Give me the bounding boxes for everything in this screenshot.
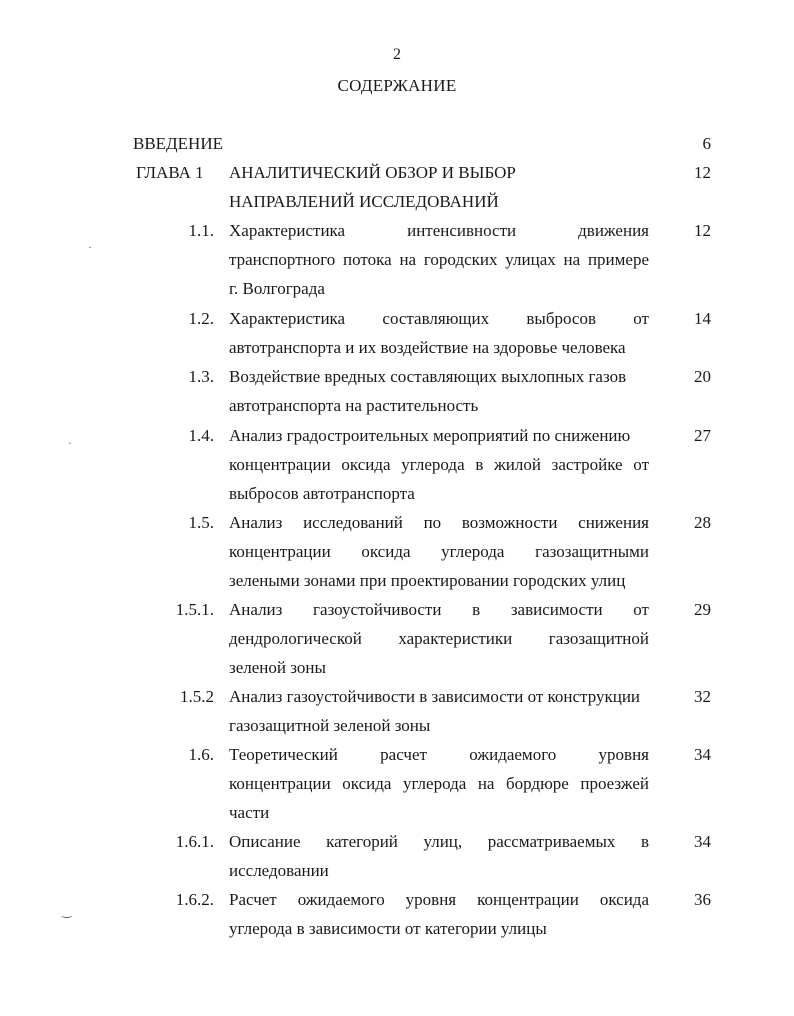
toc-entry-number: 1.2. [188, 309, 214, 328]
toc-entry-page: 29 [694, 600, 711, 619]
toc-entry-line[interactable]: концентрации оксида углерода на бордюре проезжей [229, 774, 649, 793]
toc-chapter-title[interactable]: НАПРАВЛЕНИЙ ИССЛЕДОВАНИЙ [229, 192, 499, 211]
toc-chapter-number: ГЛАВА 1 [136, 163, 204, 182]
toc-entry-line[interactable]: Воздействие вредных составляющих выхлопных газов [229, 367, 627, 386]
toc-entry-number: 1.6.1. [175, 832, 214, 851]
toc-entry-line[interactable]: зелеными зонами при проектировании городских улиц [229, 571, 626, 590]
toc-entry-line[interactable]: Описание категорий улиц, рассматриваемых в [229, 832, 649, 851]
toc-entry-line[interactable]: Теоретический расчет ожидаемого уровня [229, 745, 649, 764]
toc-entry-line[interactable]: дендрологической характеристики газозащитной [229, 629, 649, 648]
scan-mark: ‿ [62, 904, 72, 918]
toc-entry-number: 1.5.1. [175, 600, 214, 619]
toc-entry-number: 1.6.2. [175, 890, 214, 909]
toc-entry-page: 34 [694, 832, 711, 851]
toc-entry-page: 12 [694, 221, 711, 240]
toc-entry-line[interactable]: газозащитной зеленой зоны [229, 716, 431, 735]
toc-intro-label[interactable]: ВВЕДЕНИЕ [133, 134, 223, 153]
toc-entry-page: 20 [694, 367, 711, 386]
toc-entry-line[interactable]: г. Волгограда [229, 279, 325, 298]
toc-chapter-page: 12 [694, 163, 711, 182]
toc-entry-line[interactable]: Характеристика интенсивности движения [229, 221, 649, 240]
scan-mark: · [88, 240, 92, 254]
toc-entry-line[interactable]: автотранспорта на растительность [229, 396, 479, 415]
toc-entry-line[interactable]: концентрации оксида углерода в жилой застройке от [229, 455, 649, 474]
toc-entry-number: 1.3. [188, 367, 214, 386]
toc-entry-line[interactable]: Анализ градостроительных мероприятий по снижению [229, 426, 631, 445]
toc-chapter-title[interactable]: АНАЛИТИЧЕСКИЙ ОБЗОР И ВЫБОР [229, 163, 516, 182]
toc-entry-number: 1.1. [188, 221, 214, 240]
toc-entry-page: 27 [694, 426, 711, 445]
toc-entry-line[interactable]: концентрации оксида углерода газозащитными [229, 542, 649, 561]
toc-entry-line[interactable]: Характеристика составляющих выбросов от [229, 309, 649, 328]
toc-entry-page: 36 [694, 890, 711, 909]
toc-entry-line[interactable]: выбросов автотранспорта [229, 484, 415, 503]
toc-entry-line[interactable]: Анализ газоустойчивости в зависимости от конструкции [229, 687, 641, 706]
page-title: СОДЕРЖАНИЕ [337, 76, 457, 95]
toc-entry-number: 1.6. [188, 745, 214, 764]
toc-entry-number: 1.5. [188, 513, 214, 532]
page-number: 2 [393, 46, 401, 63]
toc-entry-line[interactable]: исследовании [229, 861, 329, 880]
toc-entry-line[interactable]: транспортного потока на городских улицах на примере [229, 250, 649, 269]
toc-intro-page: 6 [702, 134, 711, 153]
toc-entry-line[interactable]: автотранспорта и их воздействие на здоровье человека [229, 338, 626, 357]
toc-entry-page: 14 [694, 309, 711, 328]
toc-entry-number: 1.5.2 [180, 687, 214, 706]
toc-entry-page: 32 [694, 687, 711, 706]
toc-entry-page: 28 [694, 513, 711, 532]
toc-entry-page: 34 [694, 745, 711, 764]
toc-entry-line[interactable]: части [229, 803, 270, 822]
toc-entry-number: 1.4. [188, 426, 214, 445]
toc-entry-line[interactable]: зеленой зоны [229, 658, 326, 677]
toc-entry-line[interactable]: Анализ газоустойчивости в зависимости от [229, 600, 649, 619]
toc-entry-line[interactable]: Расчет ожидаемого уровня концентрации оксида [229, 890, 649, 909]
toc-entry-line[interactable]: Анализ исследований по возможности снижения [229, 513, 649, 532]
toc-entry-line[interactable]: углерода в зависимости от категории улицы [229, 919, 547, 938]
scan-mark: · [68, 436, 72, 450]
